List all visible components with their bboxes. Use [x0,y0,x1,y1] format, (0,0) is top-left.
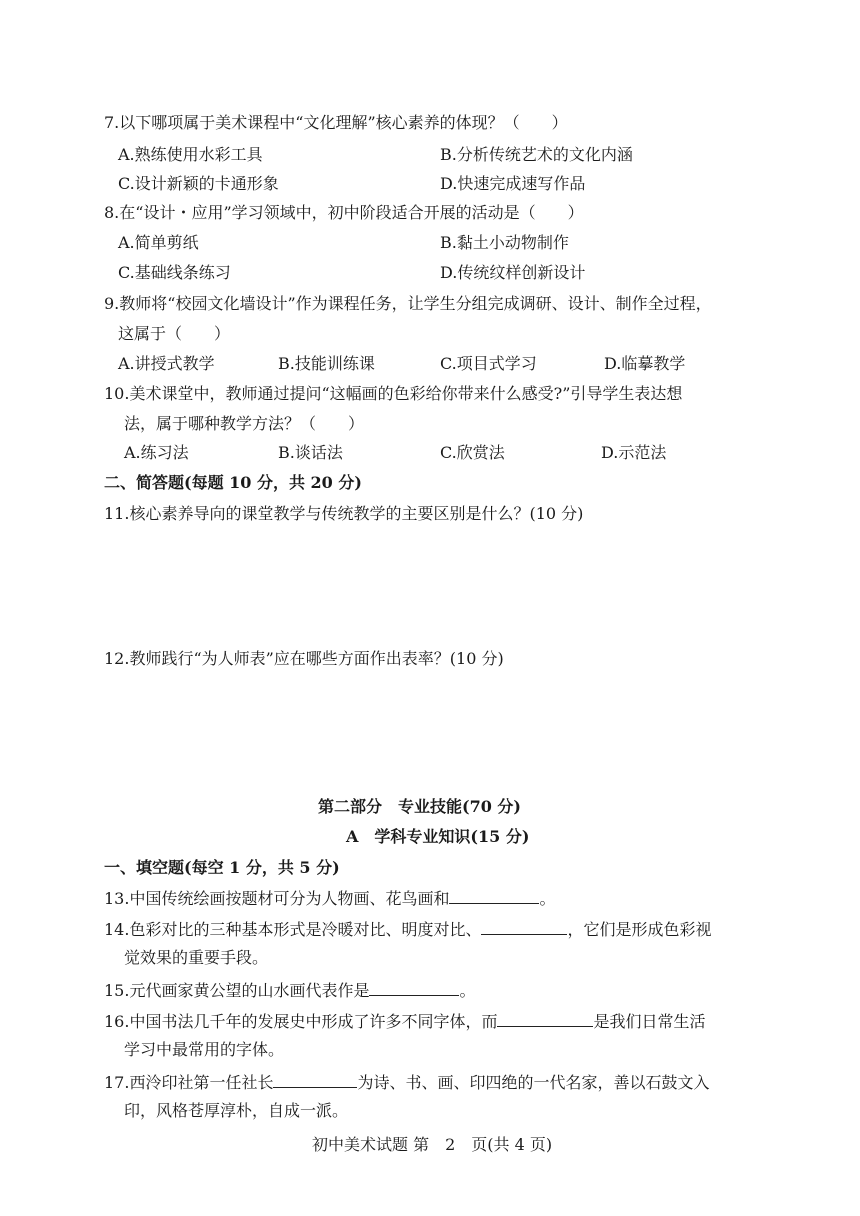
q13-text-after: 。 [539,889,556,908]
q14-line1 [104,918,711,940]
q14-answer-blank [481,918,567,935]
q17-line2: 印，风格苍厚淳朴，自成一派。 [124,1101,349,1120]
q9-option-c: C.项目式学习 [440,354,537,373]
q9-stem-line1: 9.教师将“校园文化墙设计”作为课程任务，让学生分组完成调研、设计、制作全过程， [104,294,712,313]
q13-text-before: 13.中国传统绘画按题材可分为人物画、花鸟画和 [104,889,450,908]
q7-option-a: A.熟练使用水彩工具 [118,145,263,164]
q7-option-d: D.快速完成速写作品 [440,174,586,193]
q15-answer-blank [369,979,459,996]
q14-text-before: 14.色彩对比的三种基本形式是冷暖对比、明度对比、 [104,920,482,939]
section-title-fill-blank: 一、填空题(每空 1 分，共 5 分) [104,858,340,877]
q9-option-d: D.临摹教学 [604,354,686,373]
q8-option-c: C.基础线条练习 [118,263,231,282]
part2-subtitle: A 学科专业知识(15 分) [346,827,530,846]
q13-line [104,887,555,909]
q12-stem: 12.教师践行“为人师表”应在哪些方面作出表率？(10 分) [104,649,504,668]
q17-answer-blank [273,1071,357,1088]
q7-option-b: B.分析传统艺术的文化内涵 [440,145,633,164]
q16-text-before: 16.中国书法几千年的发展史中形成了许多不同字体，而 [104,1012,498,1031]
q14-line2: 觉效果的重要手段。 [124,948,269,967]
q16-line1 [104,1010,705,1032]
q9-option-a: A.讲授式教学 [118,354,215,373]
q8-stem: 8.在“设计・应用”学习领域中，初中阶段适合开展的活动是（ ） [104,203,584,222]
q10-option-a: A.练习法 [124,443,189,462]
q9-option-b: B.技能训练课 [278,354,375,373]
q11-stem: 11.核心素养导向的课堂教学与传统教学的主要区别是什么？(10 分) [104,504,584,523]
q10-stem-line2: 法，属于哪种教学方法？（ ） [124,414,365,433]
page-footer: 初中美术试题 第 2 页(共 4 页) [312,1135,553,1154]
section-title-short-answer: 二、简答题(每题 10 分，共 20 分) [104,473,362,492]
q17-line1 [104,1071,709,1093]
q17-text-after: 为诗、书、画、印四绝的一代名家，善以石鼓文入 [357,1073,710,1092]
q15-text-before: 15.元代画家黄公望的山水画代表作是 [104,981,370,1000]
q10-option-d: D.示范法 [601,443,667,462]
q8-option-a: A.简单剪纸 [118,233,199,252]
q13-answer-blank [449,887,539,904]
q10-stem-line1: 10.美术课堂中，教师通过提问“这幅画的色彩给你带来什么感受?”引导学生表达想 [104,384,683,403]
q8-option-b: B.黏土小动物制作 [440,233,569,252]
q7-stem: 7.以下哪项属于美术课程中“文化理解”核心素养的体现？（ ） [104,113,568,132]
q16-line2: 学习中最常用的字体。 [124,1040,285,1059]
q14-text-after: ，它们是形成色彩视 [567,920,712,939]
q7-option-c: C.设计新颖的卡通形象 [118,174,279,193]
q10-option-b: B.谈话法 [278,443,343,462]
q9-stem-line2: 这属于（ ） [118,324,231,343]
q10-option-c: C.欣赏法 [440,443,505,462]
q8-option-d: D.传统纹样创新设计 [440,263,586,282]
q16-text-after: 是我们日常生活 [593,1012,706,1031]
q17-text-before: 17.西泠印社第一任社长 [104,1073,274,1092]
part2-title: 第二部分 专业技能(70 分) [318,797,521,816]
q15-text-after: 。 [459,981,476,1000]
q16-answer-blank [497,1010,593,1027]
q15-line [104,979,475,1001]
